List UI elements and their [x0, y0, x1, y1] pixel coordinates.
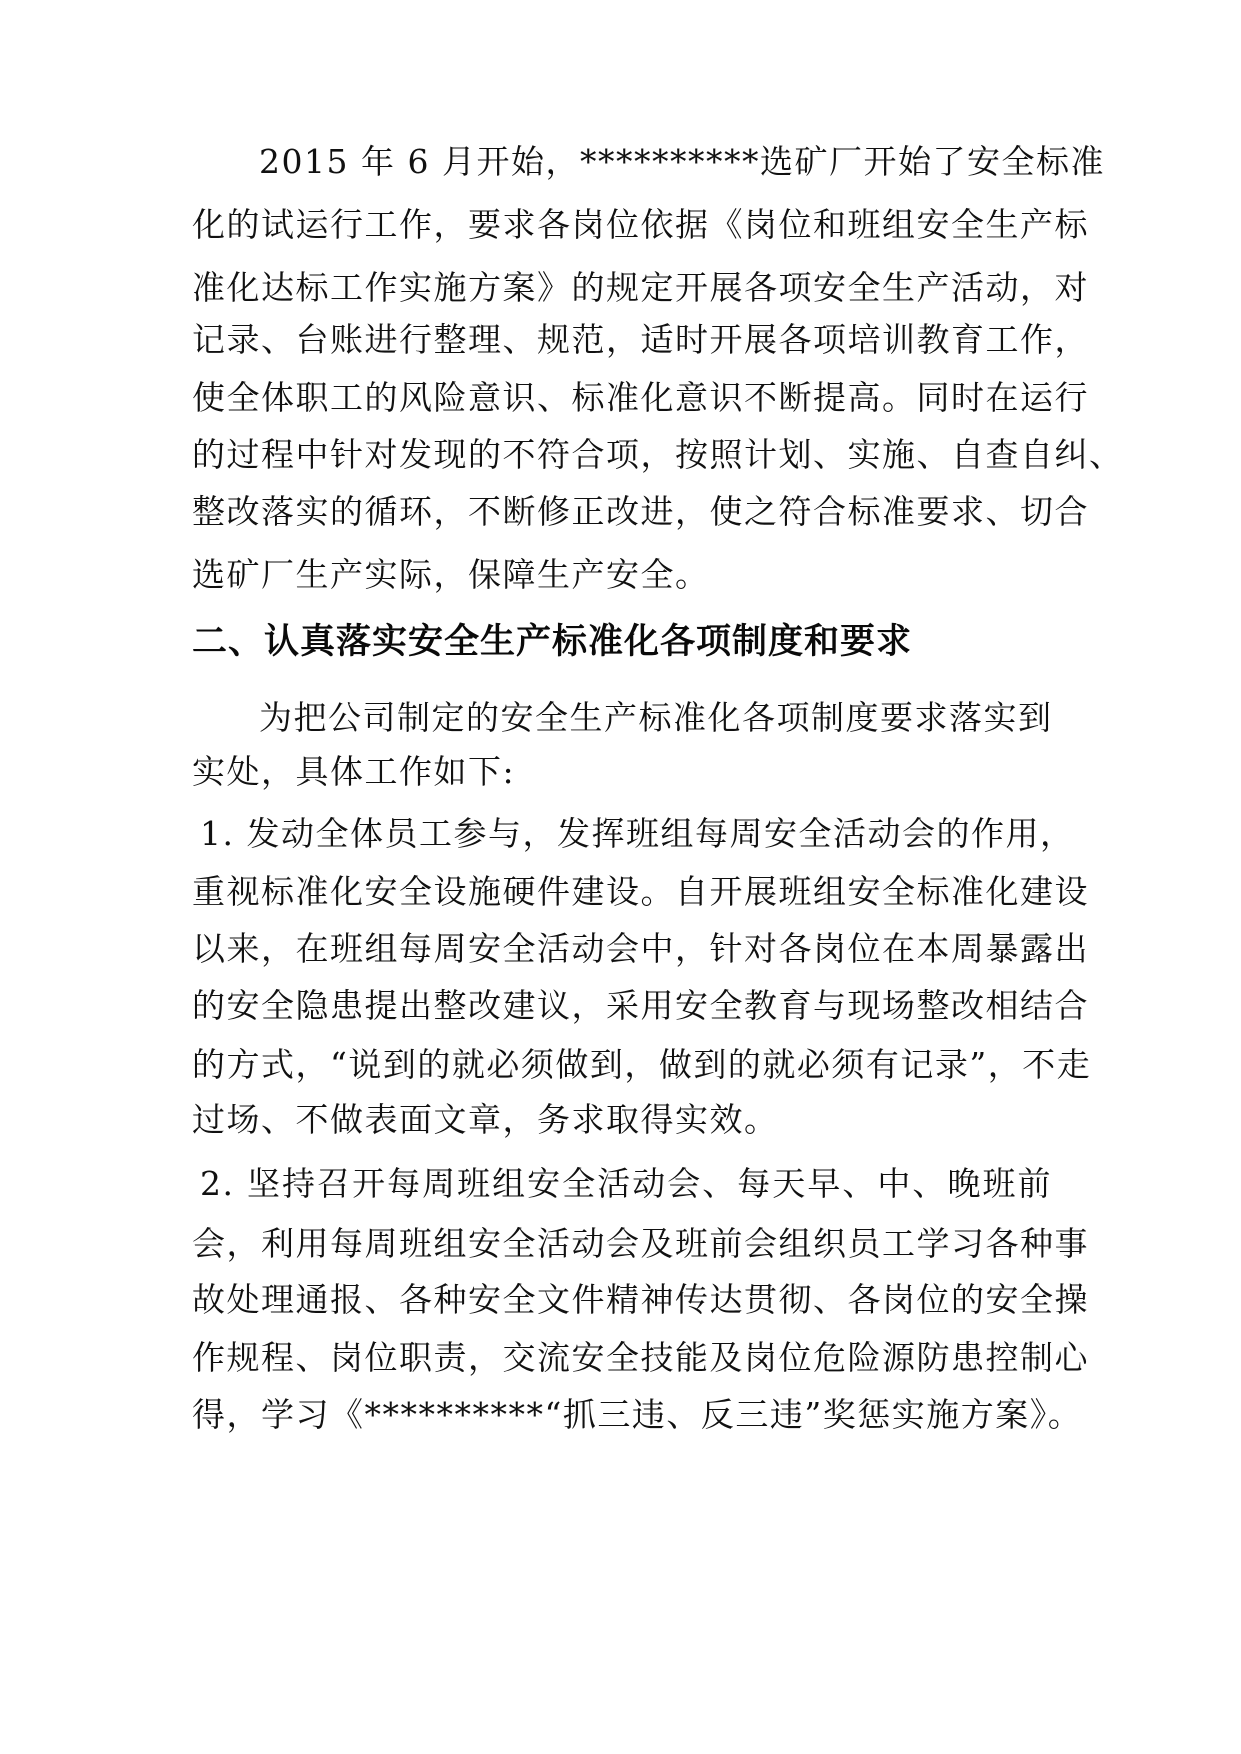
item2-line-5: 得，学习《**********“抓三违、反三违”奖惩实施方案》。 [192, 1395, 1083, 1434]
item2-line-3: 故处理通报、各种安全文件精神传达贯彻、各岗位的安全操 [192, 1280, 1089, 1319]
item2-line-4: 作规程、岗位职责，交流安全技能及岗位危险源防患控制心 [192, 1338, 1089, 1377]
item2-line-1: 2. 坚持召开每周班组安全活动会、每天早、中、晚班前 [200, 1164, 1052, 1203]
item1-line-3: 以来，在班组每周安全活动会中，针对各岗位在本周暴露出 [192, 929, 1089, 968]
item1-line-2: 重视标准化安全设施硬件建设。自开展班组安全标准化建设 [192, 872, 1089, 911]
paragraph1-line-5: 使全体职工的风险意识、标准化意识不断提高。同时在运行 [192, 378, 1089, 417]
paragraph1-line-8: 选矿厂生产实际，保障生产安全。 [192, 555, 710, 594]
item1-line-1: 1. 发动全体员工参与，发挥班组每周安全活动会的作用， [200, 814, 1075, 853]
paragraph2-line-1: 为把公司制定的安全生产标准化各项制度要求落实到 [259, 698, 1053, 737]
paragraph1-line-4: 记录、台账进行整理、规范，适时开展各项培训教育工作， [192, 320, 1089, 359]
item1-line-5: 的方式，“说到的就必须做到，做到的就必须有记录”，不走 [192, 1045, 1092, 1084]
paragraph1-line-3: 准化达标工作实施方案》的规定开展各项安全生产活动，对 [192, 268, 1089, 307]
item1-line-4: 的安全隐患提出整改建议，采用安全教育与现场整改相结合 [192, 986, 1089, 1025]
paragraph1-line-6: 的过程中针对发现的不符合项，按照计划、实施、自查自纠、 [192, 435, 1124, 474]
paragraph1-line-1: 2015 年 6 月开始，**********选矿厂开始了安全标准 [259, 142, 1105, 181]
item2-line-2: 会，利用每周班组安全活动会及班前会组织员工学习各种事 [192, 1224, 1089, 1263]
item1-line-6: 过场、不做表面文章，务求取得实效。 [192, 1100, 779, 1139]
paragraph1-line-2: 化的试运行工作，要求各岗位依据《岗位和班组安全生产标 [192, 205, 1089, 244]
paragraph1-line-7: 整改落实的循环，不断修正改进，使之符合标准要求、切合 [192, 492, 1089, 531]
paragraph2-line-2: 实处，具体工作如下: [192, 752, 516, 791]
section-heading: 二、认真落实安全生产标准化各项制度和要求 [192, 622, 913, 662]
